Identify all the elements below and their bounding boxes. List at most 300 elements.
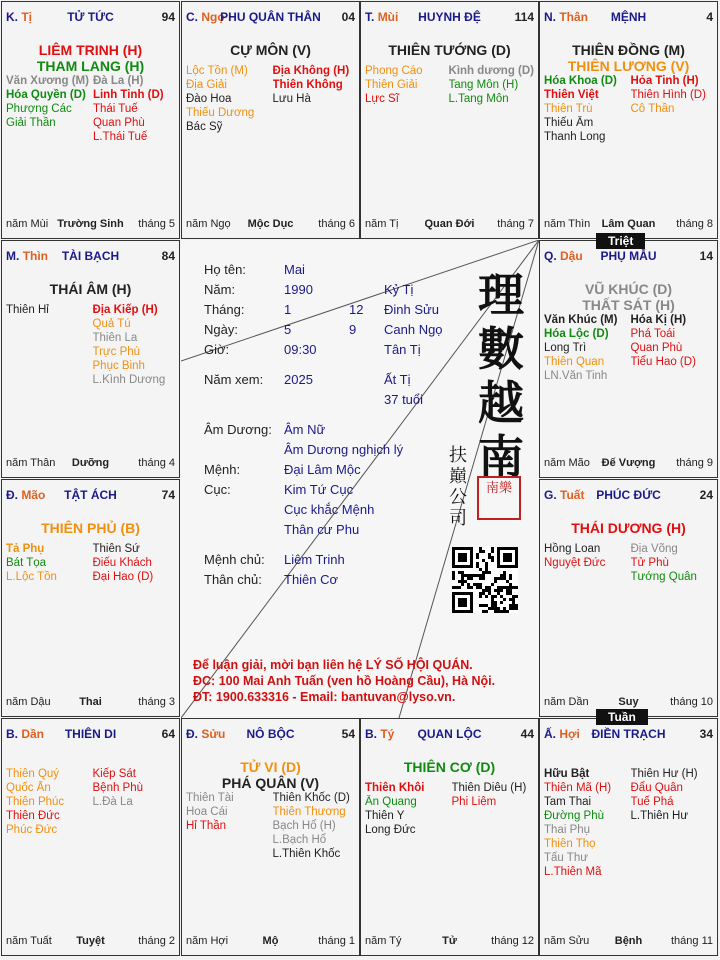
star-item: Thiên Diêu (H) xyxy=(451,782,527,794)
stars-column-right xyxy=(631,542,714,584)
palace-stem: N. xyxy=(544,10,556,24)
palace-month: tháng 3 xyxy=(138,696,175,708)
star-item: Thiên Y xyxy=(365,810,405,822)
star-item: Thiên La xyxy=(92,332,138,344)
palace-header xyxy=(2,480,179,502)
stars-column-left xyxy=(6,74,89,144)
star-item: Thiên Khốc (D) xyxy=(272,792,350,804)
minor-stars xyxy=(544,767,713,879)
palace-name: THIÊN DI xyxy=(64,727,117,741)
star-item: Tang Môn (H) xyxy=(448,79,519,91)
star-item: Trực Phù xyxy=(92,346,141,358)
main-star: THIÊN PHỦ (B) xyxy=(41,520,140,536)
main-star: PHÁ QUÂN (V) xyxy=(221,775,320,791)
palace-stem: Đ. xyxy=(186,727,198,741)
palace-year: năm Tuất xyxy=(6,935,52,947)
stars-column-right xyxy=(452,781,535,837)
palace-month: tháng 9 xyxy=(676,457,713,469)
palace-name: NÔ BỘC xyxy=(246,727,295,741)
star-item: Thiên Không xyxy=(272,79,343,91)
calligraphy-char: 南 xyxy=(478,430,524,484)
palace-year: năm Tị xyxy=(365,218,399,230)
triet-tag: Triệt xyxy=(596,233,645,249)
palace-name: QUAN LỘC xyxy=(417,727,482,741)
palace-name: HUYNH ĐỆ xyxy=(418,10,481,24)
palace-stage: Quan Đới xyxy=(424,218,475,230)
stars-column-right xyxy=(93,542,176,584)
star-item: Quan Phù xyxy=(92,117,145,129)
am-duong-label: Âm Dương: xyxy=(204,422,272,437)
tuoi-value: 37 tuổi xyxy=(384,392,424,407)
stars-column-left xyxy=(544,767,627,879)
stars-column-right xyxy=(273,64,356,134)
star-item: Thiên Hỉ xyxy=(6,304,49,316)
contact-line-1: Để luận giải, mời bạn liên hệ LÝ SỐ HỘI QUÁN. xyxy=(193,658,473,672)
palace-stem: Ấ. xyxy=(544,727,556,741)
palace-stem: C. xyxy=(186,10,198,24)
palace-month: tháng 10 xyxy=(670,696,713,708)
star-item: Lưu Hà xyxy=(272,93,311,105)
palace-stem: B. xyxy=(6,727,18,741)
star-item: Hồng Loan xyxy=(544,543,601,555)
palace-stem: Đ. xyxy=(6,488,18,502)
star-item: Lực Sĩ xyxy=(365,93,399,105)
main-star: THIÊN LƯƠNG (V) xyxy=(567,58,690,74)
center-info-panel xyxy=(181,240,539,718)
palace-number: 74 xyxy=(161,488,175,502)
minor-stars xyxy=(186,791,355,861)
star-item: Bệnh Phù xyxy=(92,782,144,794)
star-item: Quốc Ấn xyxy=(6,782,51,794)
main-star: THIÊN ĐỒNG (M) xyxy=(572,42,685,58)
ngay-label: Ngày: xyxy=(204,322,238,337)
star-item: Phi Liêm xyxy=(451,796,497,808)
contact-phone-email: ĐT: 1900.633316 - Email: bantuvan@lyso.vn. xyxy=(193,690,456,704)
palace-earthly-branch: Tuất xyxy=(560,488,585,502)
star-item: L.Lộc Tồn xyxy=(6,571,57,583)
palace-stem: B. xyxy=(365,727,377,741)
palace-stage: Thai xyxy=(79,696,102,708)
star-item: Quan Phù xyxy=(630,342,683,354)
palace-header xyxy=(540,480,717,502)
tuan-tag: Tuần xyxy=(596,709,648,725)
palace-earthly-branch: Tị xyxy=(21,10,33,24)
palace-year: năm Ngọ xyxy=(186,218,231,230)
star-item: Ân Quang xyxy=(365,796,417,808)
palace-earthly-branch: Dậu xyxy=(560,249,583,263)
main-star: THAM LANG (H) xyxy=(36,58,145,74)
star-item: Đường Phù xyxy=(544,810,604,822)
star-item: Văn Khúc (M) xyxy=(544,314,618,326)
star-item: Tướng Quân xyxy=(630,571,697,583)
star-item: Thiên Đức xyxy=(6,810,60,822)
star-item: Long Trì xyxy=(544,342,587,354)
palace-number: 94 xyxy=(161,10,175,24)
palace-header xyxy=(182,2,359,24)
palace-footer xyxy=(182,935,359,949)
palace-earthly-branch: Mão xyxy=(21,488,46,502)
minor-stars xyxy=(365,64,534,106)
star-item: Hóa Khoa (D) xyxy=(544,75,617,87)
star-item: Thiên Hư (H) xyxy=(630,768,698,780)
stars-column-right xyxy=(273,791,356,861)
palace-stem: G. xyxy=(544,488,557,502)
star-item: Hữu Bật xyxy=(544,768,590,780)
star-item: Đại Hao (D) xyxy=(92,571,154,583)
star-item: Kiếp Sát xyxy=(92,768,136,780)
star-item: Thiên Trù xyxy=(544,103,593,115)
main-star: THIÊN CƠ (D) xyxy=(403,759,496,775)
palace-footer xyxy=(361,935,538,949)
red-seal-stamp: 南樂 xyxy=(477,476,521,520)
palace-stem: M. xyxy=(6,249,20,263)
stars-column-left xyxy=(544,542,627,584)
star-item: Bác Sỹ xyxy=(186,121,223,133)
gio-label: Giờ: xyxy=(204,342,230,357)
palace-number: 14 xyxy=(699,249,713,263)
minor-stars xyxy=(544,74,713,144)
palace-name: TẬT ÁCH xyxy=(64,488,117,502)
calligraphy-char: 數 xyxy=(478,322,524,376)
main-star: THÁI DƯƠNG (H) xyxy=(571,520,686,536)
star-item: Thiên Giải xyxy=(365,79,418,91)
minor-stars xyxy=(365,781,534,837)
palace-stage: Trường Sinh xyxy=(57,218,124,230)
star-item: L.Kình Dương xyxy=(92,374,166,386)
menh-value: Đại Lâm Mộc xyxy=(284,462,361,477)
than-chu-label: Thân chủ: xyxy=(204,572,262,587)
star-item: LN.Văn Tinh xyxy=(544,370,608,382)
stars-column-right xyxy=(93,74,175,144)
star-item: Thiên Việt xyxy=(544,89,599,101)
palace-month: tháng 6 xyxy=(318,218,355,230)
stars-column-right xyxy=(449,64,534,106)
palace-month: tháng 4 xyxy=(138,457,175,469)
palace-number: 24 xyxy=(699,488,713,502)
palace-earthly-branch: Mùi xyxy=(377,10,399,24)
palace-year: năm Thìn xyxy=(544,218,591,230)
palace-cell[interactable] xyxy=(1,240,180,478)
palace-number: 84 xyxy=(161,249,175,263)
stars-column-left xyxy=(544,74,627,144)
palace-year: năm Tý xyxy=(365,935,402,947)
menh-chu-value: Liêm Trinh xyxy=(284,552,345,567)
minor-stars xyxy=(6,74,175,144)
palace-stage: Mộ xyxy=(262,935,279,947)
star-item: Thiên Thương xyxy=(272,806,346,818)
palace-number: 34 xyxy=(699,727,713,741)
star-item: Địa Không (H) xyxy=(272,65,350,77)
palace-earthly-branch: Hợi xyxy=(559,727,580,741)
star-item: Văn Xương (M) xyxy=(6,75,89,87)
palace-stage: Suy xyxy=(618,696,639,708)
palace-cell[interactable] xyxy=(360,718,539,956)
seal-char: 巔 xyxy=(449,466,467,487)
palace-number: 04 xyxy=(341,10,355,24)
nam-xem-can-chi: Ất Tị xyxy=(384,372,411,387)
star-item: Quả Tú xyxy=(92,318,131,330)
star-item: Đẩu Quân xyxy=(630,782,683,794)
palace-stage: Tuyệt xyxy=(76,935,105,947)
palace-cell[interactable] xyxy=(539,479,718,717)
nam-xem-value: 2025 xyxy=(284,372,313,387)
nam-can-chi: Kỷ Tị xyxy=(384,282,414,297)
seal-char: 扶 xyxy=(449,445,467,466)
palace-number: 114 xyxy=(514,10,534,24)
palace-month: tháng 1 xyxy=(318,935,355,947)
gio-value: 09:30 xyxy=(284,342,317,357)
main-star: THẤT SÁT (H) xyxy=(582,297,675,313)
calligraphy-char: 理 xyxy=(478,268,524,322)
palace-year: năm Sửu xyxy=(544,935,590,947)
stars-column-left xyxy=(186,791,269,861)
star-item: Lộc Tồn (M) xyxy=(186,65,248,77)
minor-stars xyxy=(544,542,713,584)
star-item: Phục Binh xyxy=(92,360,145,372)
stars-column-left xyxy=(6,542,89,584)
main-star: VŨ KHÚC (D) xyxy=(584,281,673,297)
palace-cell[interactable] xyxy=(181,718,360,956)
stars-column-left xyxy=(544,313,627,383)
star-item: L.Bạch Hổ xyxy=(272,834,327,846)
minor-stars xyxy=(6,767,175,837)
main-star: TỬ VI (D) xyxy=(240,759,301,775)
star-item: Thiên Khôi xyxy=(365,782,425,794)
star-item: Thiên Phúc xyxy=(6,796,65,808)
palace-footer xyxy=(2,935,179,949)
than-cu: Thân cư Phu xyxy=(284,522,360,537)
star-item: Cô Thần xyxy=(630,103,675,115)
nam-xem-label: Năm xem: xyxy=(204,372,264,387)
star-item: Phong Cáo xyxy=(365,65,423,77)
palace-header xyxy=(182,719,359,741)
cuc-relation: Cục khắc Mệnh xyxy=(284,502,375,517)
contact-address: ĐC: 100 Mai Anh Tuấn (ven hồ Hoàng Cầu), Hà Nội. xyxy=(193,674,496,688)
stars-column-left xyxy=(6,303,89,387)
star-item: L.Thái Tuế xyxy=(92,131,148,143)
palace-cell[interactable] xyxy=(181,1,360,239)
main-star: CỰ MÔN (V) xyxy=(230,42,311,58)
palace-cell[interactable] xyxy=(539,1,718,239)
star-item: L.Thiên Hư xyxy=(630,810,689,822)
palace-number: 4 xyxy=(706,10,713,24)
palace-earthly-branch: Ngọ xyxy=(201,10,225,24)
palace-header xyxy=(2,2,179,24)
palace-footer xyxy=(540,218,717,232)
stars-column-right xyxy=(631,313,714,383)
palace-header xyxy=(361,719,538,741)
palace-name: MỆNH xyxy=(610,10,647,24)
nam-label: Năm: xyxy=(204,282,236,297)
palace-month: tháng 7 xyxy=(497,218,534,230)
palace-year: năm Dậu xyxy=(6,696,51,708)
star-item: Tiểu Hao (D) xyxy=(630,356,696,368)
stars-column-right xyxy=(631,767,714,879)
palace-year: năm Mão xyxy=(544,457,590,469)
star-item: Bạch Hổ (H) xyxy=(272,820,336,832)
minor-stars xyxy=(6,303,175,387)
star-item: Hỏa Tinh (H) xyxy=(630,75,699,87)
seal-char: 公 xyxy=(449,487,467,508)
minor-stars xyxy=(186,64,355,134)
palace-stem: T. xyxy=(365,10,375,24)
am-duong-relation: Âm Dương nghịch lý xyxy=(284,442,404,457)
star-item: Thiên Tài xyxy=(186,792,234,804)
main-star: LIÊM TRINH (H) xyxy=(38,42,143,58)
palace-number: 44 xyxy=(520,727,534,741)
star-item: Hóa Lộc (D) xyxy=(544,328,609,340)
star-item: Địa Võng xyxy=(630,543,678,555)
star-item: Hỉ Thần xyxy=(186,820,227,832)
star-item: Thiên Quan xyxy=(544,356,605,368)
palace-cell[interactable] xyxy=(1,718,180,956)
star-item: Hóa Quyền (D) xyxy=(6,89,86,101)
seal-char: 司 xyxy=(449,508,467,529)
stars-column-right xyxy=(93,767,176,837)
cuc-value: Kim Tứ Cục xyxy=(284,482,354,497)
star-item: L.Thiên Mã xyxy=(544,866,602,878)
palace-year: năm Dần xyxy=(544,696,589,708)
palace-cell[interactable] xyxy=(1,1,180,239)
palace-name: PHU QUÂN THÂN xyxy=(220,10,321,24)
stars-column-left xyxy=(365,64,445,106)
palace-header xyxy=(2,241,179,263)
than-chu-value: Thiên Cơ xyxy=(284,572,339,587)
menh-chu-label: Mệnh chủ: xyxy=(204,552,265,567)
ho-ten-label: Họ tên: xyxy=(204,262,246,277)
star-item: Thiên Sứ xyxy=(92,543,140,555)
star-item: L.Thiên Khốc xyxy=(272,848,341,860)
cuc-label: Cục: xyxy=(204,482,231,497)
star-item: Phúc Đức xyxy=(6,824,58,836)
palace-year: năm Thân xyxy=(6,457,56,469)
star-item: Tử Phù xyxy=(630,557,669,569)
palace-stage: Đế Vượng xyxy=(601,457,656,469)
palace-month: tháng 2 xyxy=(138,935,175,947)
star-item: L.Đà La xyxy=(92,796,133,808)
palace-month: tháng 11 xyxy=(670,935,713,947)
palace-cell[interactable] xyxy=(360,1,539,239)
star-item: Tả Phụ xyxy=(6,543,45,555)
star-item: Thiên Thọ xyxy=(544,838,596,850)
palace-earthly-branch: Sửu xyxy=(201,727,226,741)
palace-year: năm Hợi xyxy=(186,935,229,947)
palace-earthly-branch: Dần xyxy=(21,727,45,741)
thang-can-chi: Đinh Sửu xyxy=(384,302,439,317)
palace-footer xyxy=(540,457,717,471)
star-item: Tấu Thư xyxy=(544,852,588,864)
palace-stage: Mộc Dục xyxy=(247,218,294,230)
star-item: Bát Tọa xyxy=(6,557,47,569)
star-item: L.Tang Môn xyxy=(448,93,509,105)
palace-footer xyxy=(361,218,538,232)
gio-can-chi: Tân Tị xyxy=(384,342,421,357)
star-item: Nguyệt Đức xyxy=(544,557,606,569)
palace-name: TỬ TỨC xyxy=(67,10,114,24)
stars-column-right xyxy=(631,74,714,144)
star-item: Thiếu Âm xyxy=(544,117,594,129)
am-duong-value: Âm Nữ xyxy=(284,422,326,437)
minor-stars xyxy=(6,542,175,584)
palace-footer xyxy=(540,935,717,949)
star-item: Thanh Long xyxy=(544,131,606,143)
thang-label: Tháng: xyxy=(204,302,245,317)
star-item: Điếu Khách xyxy=(92,557,152,569)
star-item: Hóa Kị (H) xyxy=(630,314,687,326)
palace-stage: Lâm Quan xyxy=(601,218,656,230)
palace-name: PHÚC ĐỨC xyxy=(596,488,661,502)
palace-cell[interactable] xyxy=(539,240,718,478)
ngay-can-chi: Canh Ngọ xyxy=(384,322,443,337)
palace-name: PHỤ MẪU xyxy=(600,249,657,263)
palace-cell[interactable] xyxy=(1,479,180,717)
calligraphy-logo xyxy=(471,268,531,484)
nam-value: 1990 xyxy=(284,282,313,297)
palace-header xyxy=(361,2,538,24)
palace-footer xyxy=(182,218,359,232)
palace-earthly-branch: Tý xyxy=(380,727,395,741)
stars-column-left xyxy=(6,767,89,837)
palace-number: 64 xyxy=(161,727,175,741)
star-item: Linh Tinh (D) xyxy=(92,89,164,101)
seal-vertical-text xyxy=(447,445,469,529)
star-item: Phá Toái xyxy=(630,328,676,340)
ngay-am-lich: 9 xyxy=(349,322,357,337)
palace-earthly-branch: Thìn xyxy=(22,249,49,263)
star-item: Long Đức xyxy=(365,824,416,836)
qr-code[interactable] xyxy=(452,547,518,613)
star-item: Địa Giải xyxy=(186,79,227,91)
star-item: Thiên Hình (D) xyxy=(630,89,706,101)
palace-cell[interactable] xyxy=(539,718,718,956)
star-item: Địa Kiếp (H) xyxy=(92,304,158,316)
ho-ten-value: Mai xyxy=(284,262,305,277)
star-item: Thiên Quý xyxy=(6,768,60,780)
palace-stage: Dưỡng xyxy=(71,457,110,469)
star-item: Hoa Cái xyxy=(186,806,228,818)
star-item: Tuế Phá xyxy=(630,796,674,808)
palace-stage: Tử xyxy=(442,935,457,947)
main-star: THIÊN TƯỚNG (D) xyxy=(388,42,511,58)
stars-column-left xyxy=(365,781,448,837)
star-item: Thiên Mã (H) xyxy=(544,782,612,794)
main-star: THÁI ÂM (H) xyxy=(49,281,132,297)
star-item: Kình dương (D) xyxy=(448,65,534,77)
calligraphy-char: 越 xyxy=(478,376,524,430)
palace-footer xyxy=(2,218,179,232)
palace-footer xyxy=(2,457,179,471)
palace-stem: K. xyxy=(6,10,18,24)
palace-name: TÀI BẠCH xyxy=(61,249,120,263)
star-item: Giải Thần xyxy=(6,117,56,129)
palace-stage: Bệnh xyxy=(614,935,643,947)
minor-stars xyxy=(544,313,713,383)
star-item: Phượng Các xyxy=(6,103,72,115)
star-item: Tam Thai xyxy=(544,796,592,808)
star-item: Đào Hoa xyxy=(186,93,232,105)
palace-earthly-branch: Thân xyxy=(559,10,589,24)
ngay-value: 5 xyxy=(284,322,292,337)
palace-stem: Q. xyxy=(544,249,557,263)
palace-name: ĐIỀN TRẠCH xyxy=(591,727,666,741)
palace-number: 54 xyxy=(341,727,355,741)
star-item: Thiếu Dương xyxy=(186,107,255,119)
stars-column-left xyxy=(186,64,269,134)
palace-footer xyxy=(540,696,717,710)
star-item: Thai Phụ xyxy=(544,824,591,836)
palace-month: tháng 8 xyxy=(676,218,713,230)
star-item: Thái Tuế xyxy=(92,103,138,115)
